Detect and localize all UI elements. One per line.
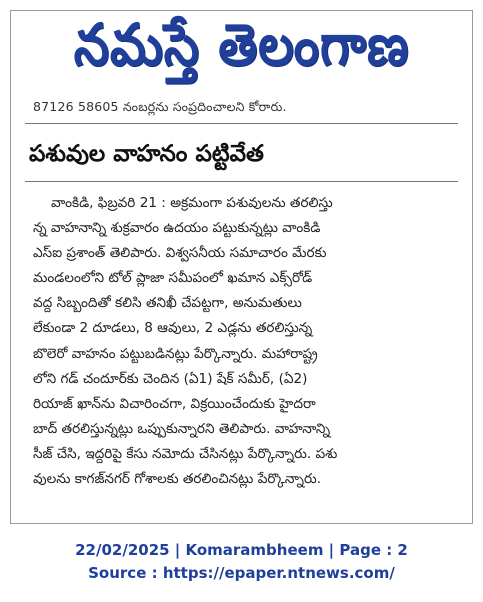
article-line: సీజ్ చేసి, ఇద్దరిపై కేసు నమోదు చేసినట్లు పేర్కొన్నారు. పశు <box>33 445 338 462</box>
previous-article-cutline: 87126 58605 నంబర్లను సంప్రదించాలని కోరారు. <box>33 99 287 114</box>
article-body <box>33 191 454 492</box>
article-line: న్న వాహనాన్ని శుక్రవారం ఉదయం పట్టుకున్నట్లు వాంకిడి <box>33 220 321 237</box>
masthead-title: నమస్తే తెలంగాణ <box>73 11 410 78</box>
article-line: మండలంలోని టోల్ ప్లాజా సమీపంలో ఖమాన ఎక్స్‌రోడ్ <box>33 270 313 287</box>
footer-source: Source : https://epaper.ntnews.com/ <box>88 564 395 582</box>
article-line: బాద్ తరలిస్తున్నట్లు ఒప్పుకున్నారని తెలిపారు. వాహనాన్ని <box>33 420 331 437</box>
article-line: లోని గడ్ చందూర్‌కు చెందిన (ఏ1) షేక్ సమీర్, (ఏ2) <box>33 370 308 387</box>
clipping-frame <box>10 10 473 524</box>
footer-edition-info: 22/02/2025 | Komarambheem | Page : 2 <box>75 541 408 559</box>
article-line: లేకుండా 2 దూడలు, 8 ఆవులు, 2 ఎడ్లను తరలిస్తున్న <box>33 320 313 337</box>
article-line: వాంకిడి, ఫిబ్రవరి 21 : అక్రమంగా పశువులను తరలిస్తు <box>51 195 333 211</box>
article-headline: పశువుల వాహనం పట్టివేత <box>29 141 264 167</box>
article-line: బొలెరో వాహనం పట్టుబడినట్లు పేర్కొన్నారు. మహారాష్ట్ర <box>33 345 318 362</box>
masthead <box>11 11 472 93</box>
divider <box>25 181 458 182</box>
article-line: వద్ద సిబ్బందితో కలిసి తనిఖీ చేపట్టగా, అనుమతులు <box>33 295 302 312</box>
article-line: వులను కాగజ్‌నగర్ గోశాలకు తరలించినట్లు పేర్కొన్నారు. <box>33 471 322 488</box>
article-line: రియాజ్ ఖాన్‌ను విచారించగా, విక్రయించేందుకు హైదరా <box>33 395 316 412</box>
article-line: ఎస్ఐ ప్రశాంత్ తెలిపారు. విశ్వసనీయ సమాచారం మేరకు <box>33 245 327 262</box>
divider <box>25 123 458 124</box>
